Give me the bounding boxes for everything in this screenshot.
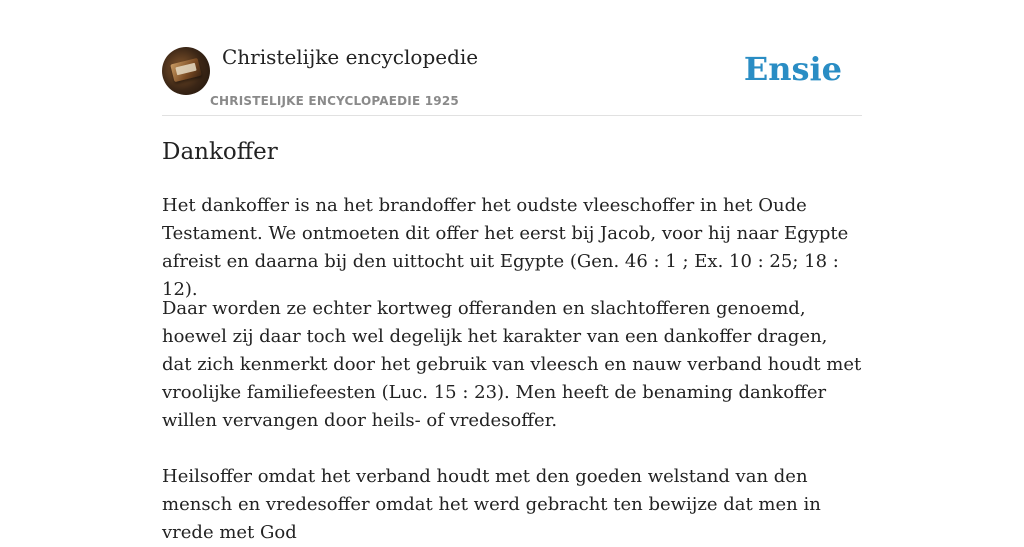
- ensie-logo-link[interactable]: Ensie: [743, 50, 842, 88]
- header: [162, 0, 862, 116]
- article-title: Dankoffer: [162, 139, 278, 165]
- site-title-link[interactable]: Christelijke encyclopedie: [222, 45, 479, 69]
- page: [162, 0, 862, 543]
- encyclopedia-subtitle[interactable]: CHRISTELIJKE ENCYCLOPAEDIE 1925: [210, 94, 459, 108]
- book-avatar-icon[interactable]: [162, 47, 210, 95]
- article-paragraph: Heilsoffer omdat het verband houdt met den goeden welstand van den mensch en vredesoffer omdat het werd gebracht ten bewijze dat men in vrede met God: [162, 466, 821, 543]
- article-paragraph: Het dankoffer is na het brandoffer het oudste vleeschoffer in het Oude Testament. We ontmoeten dit offer het eerst bij Jacob, voor hij naar Egypte afreist en daarna bij den uittocht uit Egypte (Gen. 46 : 1 ; Ex. 10 : 25; 18 : 12).: [162, 195, 849, 300]
- article-paragraph: Daar worden ze echter kortweg offeranden en slachtofferen genoemd, hoewel zij daar toch wel degelijk het karakter van een dankoffer dragen, dat zich kenmerkt door het gebruik van vleesch en nauw verband houdt met vroolijke familiefeesten (Luc. 15 : 23). Men heeft de benaming dankoffer willen vervangen door heils- of vredesoffer.: [162, 298, 862, 431]
